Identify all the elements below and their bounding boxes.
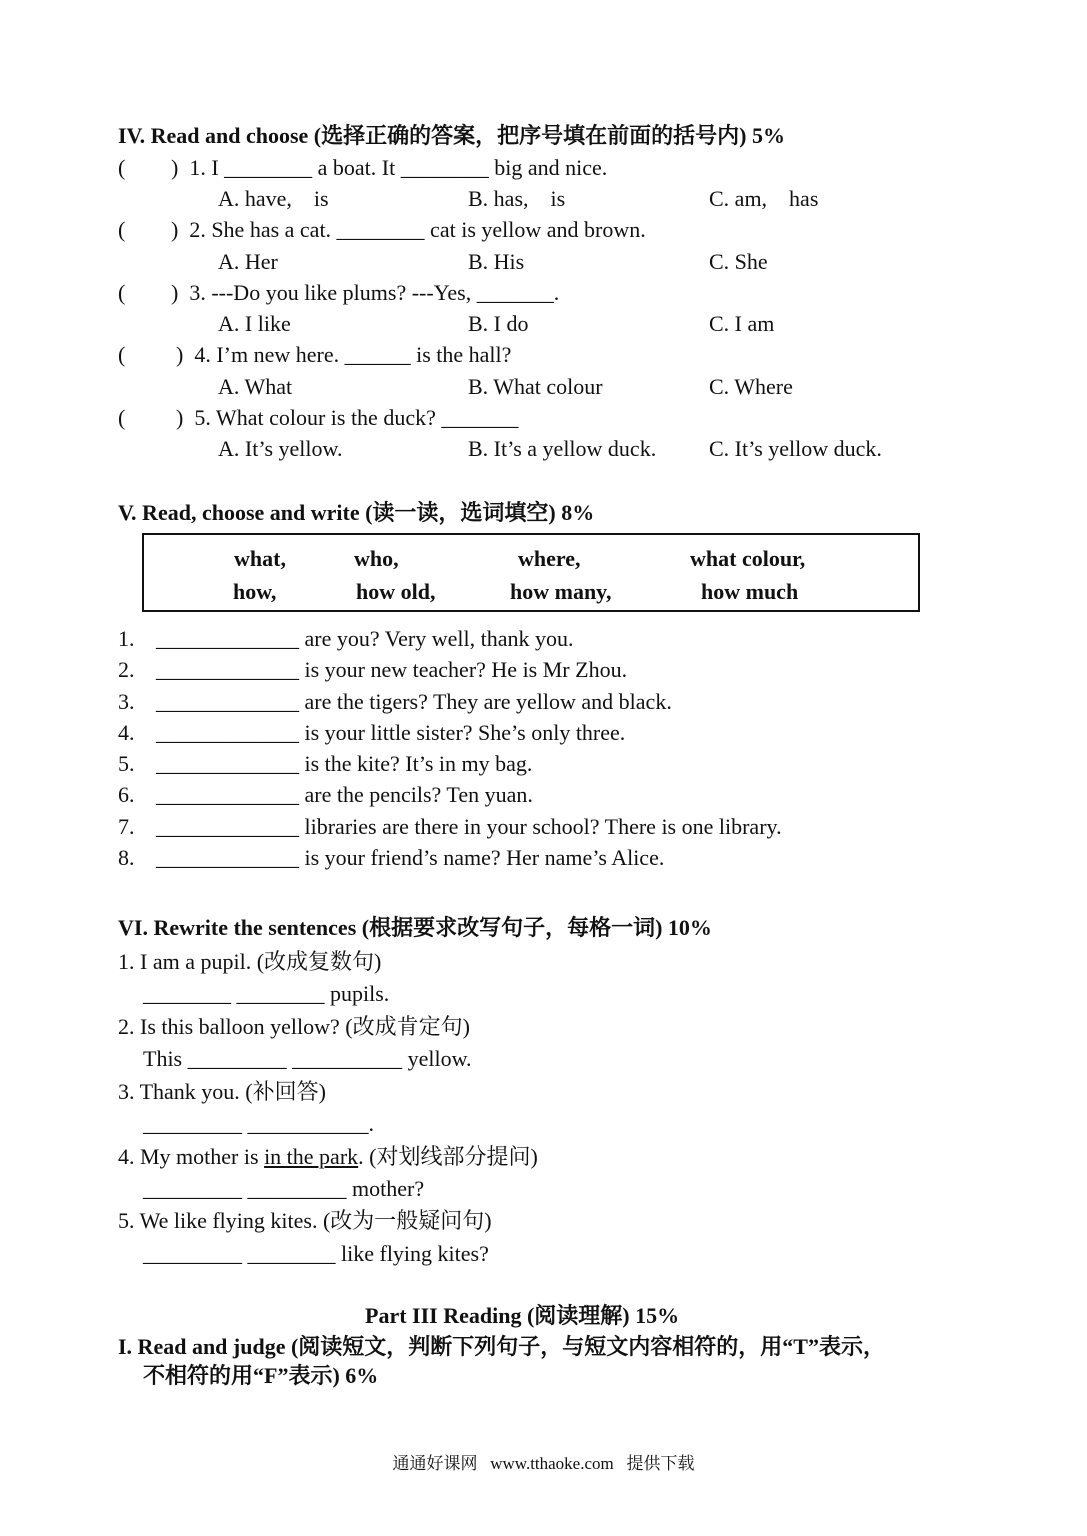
question-instruction: . (对划线部分提问)	[358, 1144, 538, 1169]
word-bank-word: what,	[234, 546, 286, 571]
answer-bracket: (	[118, 217, 126, 242]
item-number: 6.	[118, 782, 135, 807]
answer-bracket: (	[118, 405, 126, 430]
rewrite-answer-3: _________ ___________.	[143, 1111, 374, 1136]
question-text: 4. My mother is	[118, 1144, 265, 1169]
option-a: A. It’s yellow.	[218, 436, 343, 461]
option-a: A. What	[218, 374, 293, 399]
option-b: B. What colour	[468, 374, 603, 399]
option-c: C. She	[709, 249, 768, 274]
item-text: _____________ libraries are there in your school? There is one library.	[156, 814, 782, 839]
item-text: _____________ is your little sister? She’s only three.	[156, 720, 626, 745]
question-stem: ) 3. ---Do you like plums? ---Yes, _______.	[171, 280, 560, 305]
word-bank-word: how,	[233, 579, 277, 604]
section-vi-title: VI. Rewrite the sentences (根据要求改写句子，每格一词) 10%	[118, 915, 712, 940]
option-b: B. His	[468, 249, 525, 274]
option-a: A. Her	[218, 249, 278, 274]
answer-bracket: (	[118, 155, 126, 180]
answer-bracket: (	[118, 280, 126, 305]
word-bank-word: where,	[518, 546, 581, 571]
item-text: _____________ is your new teacher? He is Mr Zhou.	[156, 657, 628, 682]
word-bank-word: how much	[701, 579, 799, 604]
item-number: 2.	[118, 657, 135, 682]
rewrite-question-2: 2. Is this balloon yellow? (改成肯定句)	[118, 1014, 470, 1039]
option-c: C. It’s yellow duck.	[709, 436, 882, 461]
item-text: _____________ are you? Very well, thank you.	[156, 626, 574, 651]
rewrite-answer-4: _________ _________ mother?	[143, 1176, 425, 1201]
question-stem: ) 1. I ________ a boat. It ________ big and nice.	[171, 155, 608, 180]
rewrite-answer-1: ________ ________ pupils.	[143, 981, 390, 1006]
item-text: _____________ are the tigers? They are yellow and black.	[156, 689, 672, 714]
item-number: 7.	[118, 814, 135, 839]
item-number: 5.	[118, 751, 135, 776]
part-iii-title: Part III Reading (阅读理解) 15%	[365, 1303, 680, 1328]
rewrite-question-4	[118, 1143, 538, 1171]
item-text: _____________ are the pencils? Ten yuan.	[156, 782, 533, 807]
rewrite-answer-2: This _________ __________ yellow.	[143, 1046, 472, 1071]
option-a: A. I like	[218, 311, 291, 336]
word-bank-word: what colour,	[690, 546, 806, 571]
option-b: B. I do	[468, 311, 529, 336]
rewrite-answer-5: _________ ________ like flying kites?	[143, 1241, 489, 1266]
word-bank-word: how old,	[356, 579, 436, 604]
item-text: _____________ is your friend’s name? Her name’s Alice.	[156, 845, 665, 870]
word-bank-word: how many,	[510, 579, 612, 604]
option-a: A. have, is	[218, 186, 329, 211]
rewrite-question-1: 1. I am a pupil. (改成复数句)	[118, 949, 382, 974]
section-iv-title: IV. Read and choose (选择正确的答案，把序号填在前面的括号内) 5%	[118, 123, 785, 148]
rewrite-question-5: 5. We like flying kites. (改为一般疑问句)	[118, 1208, 492, 1233]
item-text: _____________ is the kite? It’s in my bag.	[156, 751, 533, 776]
page-footer: 通通好课网 www.tthaoke.com 提供下载	[392, 1454, 695, 1473]
option-c: C. Where	[709, 374, 793, 399]
answer-bracket: (	[118, 342, 126, 367]
word-bank-word: who,	[354, 546, 399, 571]
item-number: 8.	[118, 845, 135, 870]
item-number: 4.	[118, 720, 135, 745]
question-stem: ) 5. What colour is the duck? _______	[176, 405, 519, 430]
item-number: 3.	[118, 689, 135, 714]
rewrite-question-3: 3. Thank you. (补回答)	[118, 1079, 326, 1104]
underlined-phrase: in the park	[264, 1144, 359, 1169]
option-b: B. has, is	[468, 186, 566, 211]
question-stem: ) 4. I’m new here. ______ is the hall?	[176, 342, 512, 367]
word-bank-box	[142, 533, 920, 612]
question-stem: ) 2. She has a cat. ________ cat is yellow and brown.	[171, 217, 646, 242]
reading-section-title-line-1: I. Read and judge (阅读短文，判断下列句子，与短文内容相符的，用“T”表示，	[118, 1334, 885, 1359]
option-c: C. I am	[709, 311, 775, 336]
option-b: B. It’s a yellow duck.	[468, 436, 657, 461]
item-number: 1.	[118, 626, 135, 651]
reading-section-title-line-2: 不相符的用“F”表示) 6%	[143, 1363, 379, 1388]
section-v-title: V. Read, choose and write (读一读，选词填空) 8%	[118, 500, 595, 525]
option-c: C. am, has	[709, 186, 819, 211]
